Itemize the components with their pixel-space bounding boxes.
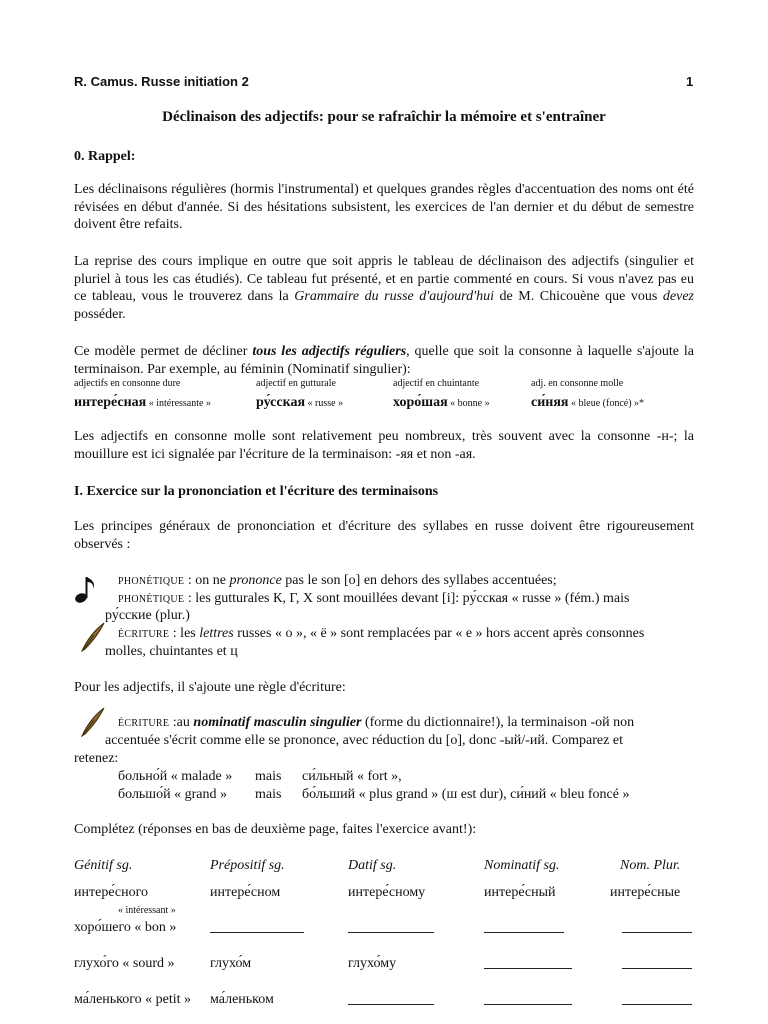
- answer-blank[interactable]: [484, 920, 564, 933]
- table-header-prepositif: Prépositif sg.: [210, 858, 285, 873]
- book-title: Grammaire du russe d'aujourd'hui: [294, 289, 494, 304]
- example-2: [256, 394, 343, 412]
- example-gloss-2: « russe »: [305, 398, 344, 409]
- section-heading-rappel: 0. Rappel:: [74, 149, 136, 164]
- example-3: [393, 394, 490, 412]
- paragraph-principes: Les principes généraux de prononciation et d'écriture des syllabes en russe doivent être rigoureusement observés :: [74, 519, 694, 552]
- answer-blank[interactable]: [622, 920, 692, 933]
- page-title: Déclinaison des adjectifs: pour se rafraîchir la mémoire et s'entraîner: [162, 109, 606, 125]
- phonetique-rule-1-text-1: : on ne: [184, 573, 230, 588]
- answer-blank[interactable]: [622, 956, 692, 969]
- table-header-nom-plur: Nom. Plur.: [620, 858, 681, 873]
- example-label-3: adjectif en chuintante: [393, 378, 480, 389]
- paragraph-consonne-molle: Les adjectifs en consonne molle sont relativement peu nombreux, très souvent avec la consonne -н-; la mouillure est ici signalée par l'écriture de la terminaison: -яя et non -ая.: [74, 429, 694, 462]
- table-cell: ма́ленького « petit »: [74, 992, 192, 1007]
- table-header-nominatif: Nominatif sg.: [484, 858, 560, 873]
- table-cell: глухо́му: [348, 956, 397, 971]
- comparison-2a: большо́й « grand »: [118, 787, 227, 802]
- rule-intro: Pour les adjectifs, il s'ajoute une règle d'écriture:: [74, 680, 346, 695]
- table-cell: интере́сные: [610, 885, 681, 900]
- comparison-2b: бо́льший « plus grand » (ш est dur), си́ний « bleu foncé »: [302, 787, 630, 802]
- table-cell: хоро́шего « bon »: [74, 920, 177, 935]
- answer-blank[interactable]: [348, 920, 434, 933]
- emphasis-nominatif: nominatif masculin singulier: [193, 715, 362, 730]
- paragraph-modele-text-2: , quelle que soit la consonne à laquelle s'ajoute la terminaison. Par exemple, au féminin (Nominatif singulier):: [74, 344, 694, 377]
- ecriture-tag-1: ÉCRITURE: [118, 629, 170, 640]
- complete-instruction: Complétez (réponses en bas de deuxième page, faites l'exercice avant!):: [74, 822, 477, 837]
- example-gloss-3: « bonne »: [447, 398, 490, 409]
- phonetique-rule-2-text-1: : les gutturales К, Г, Х sont mouillées devant [i]: ру́сская « russe » (fém.) mais: [184, 591, 630, 606]
- comparison-2-mais: mais: [255, 787, 282, 802]
- example-gloss-1: « intéressante »: [146, 398, 211, 409]
- paragraph-revisions: Les déclinaisons régulières (hormis l'instrumental) et quelques grandes règles d'accentuation des noms ont été révisées en début d'année. Si des hésitations subsistent, les exercices de l'an dernier et du début de semestre doivent être refaits.: [74, 182, 694, 232]
- phonetique-rule-2-cont: ру́сские (plur.): [105, 608, 190, 623]
- table-cell: интере́сный: [484, 885, 556, 900]
- answer-blank[interactable]: [484, 992, 572, 1005]
- page-number: 1: [686, 74, 694, 89]
- ecriture-rule-2-cont: accentuée s'écrit comme elle se prononce, avec réduction du [o], donc -ый/-ий. Comparez et: [105, 733, 623, 748]
- example-label-2: adjectif en gutturale: [256, 378, 336, 389]
- answer-blank[interactable]: [348, 992, 434, 1005]
- ecriture-rule-2: [118, 714, 634, 733]
- example-4: [531, 394, 644, 412]
- phonetique-tag-2: PHONÉTIQUE: [118, 594, 185, 605]
- paragraph-modele: [74, 343, 694, 378]
- music-note-icon: [74, 574, 98, 604]
- emphasis-adjectifs-reguliers: tous les adjectifs réguliers: [252, 344, 407, 359]
- answer-blank[interactable]: [484, 956, 572, 969]
- table-gloss: « intéressant »: [118, 905, 176, 916]
- paragraph-tableau-text-2: de M. Chicouène que vous: [493, 289, 663, 304]
- example-label-1: adjectifs en consonne dure: [74, 378, 181, 389]
- emphasis-prononce: prononce: [229, 573, 282, 588]
- example-gloss-4: « bleue (foncé) »*: [568, 398, 645, 409]
- ecriture-rule-1: [118, 625, 644, 644]
- header-left: R. Camus. Russe initiation 2: [74, 74, 249, 89]
- ecriture-rule-2-retenez: retenez:: [74, 751, 119, 766]
- section-heading-exercice: I. Exercice sur la prononciation et l'écriture des terminaisons: [74, 484, 439, 499]
- phonetique-rule-1: [118, 572, 557, 591]
- example-word-3: хоро́шая: [393, 395, 448, 410]
- table-cell: глухо́м: [210, 956, 252, 971]
- table-cell: ма́леньком: [210, 992, 274, 1007]
- phonetique-tag-1: PHONÉTIQUE: [118, 576, 185, 587]
- example-word-2: ру́сская: [256, 395, 306, 410]
- table-cell: интере́сному: [348, 885, 426, 900]
- table-header-datif: Datif sg.: [348, 858, 397, 873]
- ecriture-rule-2-text-1: :au: [169, 715, 194, 730]
- emphasis-lettres: lettres: [199, 626, 234, 641]
- example-1: [74, 394, 211, 412]
- paragraph-tableau-text-3: posséder.: [74, 306, 126, 322]
- example-label-4: adj. en consonne molle: [531, 378, 624, 389]
- ecriture-rule-1-text-2: russes « о », « ё » sont remplacées par « е » hors accent après consonnes: [233, 626, 645, 641]
- quill-icon: [80, 707, 106, 737]
- comparison-1a: больно́й « malade »: [118, 769, 233, 784]
- table-cell: глухо́го « sourd »: [74, 956, 175, 971]
- answer-blank[interactable]: [210, 920, 304, 933]
- example-word-1: интере́сная: [74, 395, 147, 410]
- phonetique-rule-2: [118, 590, 629, 609]
- table-header-genitif: Génitif sg.: [74, 858, 133, 873]
- comparison-1-mais: mais: [255, 769, 282, 784]
- ecriture-tag-2: ÉCRITURE: [118, 718, 170, 729]
- emphasis-devez: devez: [662, 289, 694, 304]
- ecriture-rule-2-text-2: (forme du dictionnaire!), la terminaison -ой non: [361, 715, 635, 730]
- paragraph-modele-text-1: Ce modèle permet de décliner: [74, 344, 253, 359]
- phonetique-rule-1-text-2: pas le son [o] en dehors des syllabes accentuées;: [281, 573, 557, 588]
- answer-blank[interactable]: [622, 992, 692, 1005]
- table-cell: интере́сного: [74, 885, 148, 900]
- paragraph-tableau-text-1: La reprise des cours implique en outre que soit appris le tableau de déclinaison des adjectifs (singulier et pluriel à tous les cas étudiés). Ce tableau fut présenté, et en partie commenté en cours. Si vous n'avez pas eu ce tableau, vous le trouverez dans la: [74, 254, 694, 304]
- ecriture-rule-1-text-1: : les: [169, 626, 200, 641]
- example-word-4: си́няя: [531, 395, 569, 410]
- ecriture-rule-1-cont: molles, chuintantes et ц: [105, 644, 238, 659]
- paragraph-tableau: [74, 253, 694, 323]
- comparison-1b: си́льный « fort »,: [302, 769, 402, 784]
- quill-icon: [80, 622, 106, 652]
- table-cell: интере́сном: [210, 885, 281, 900]
